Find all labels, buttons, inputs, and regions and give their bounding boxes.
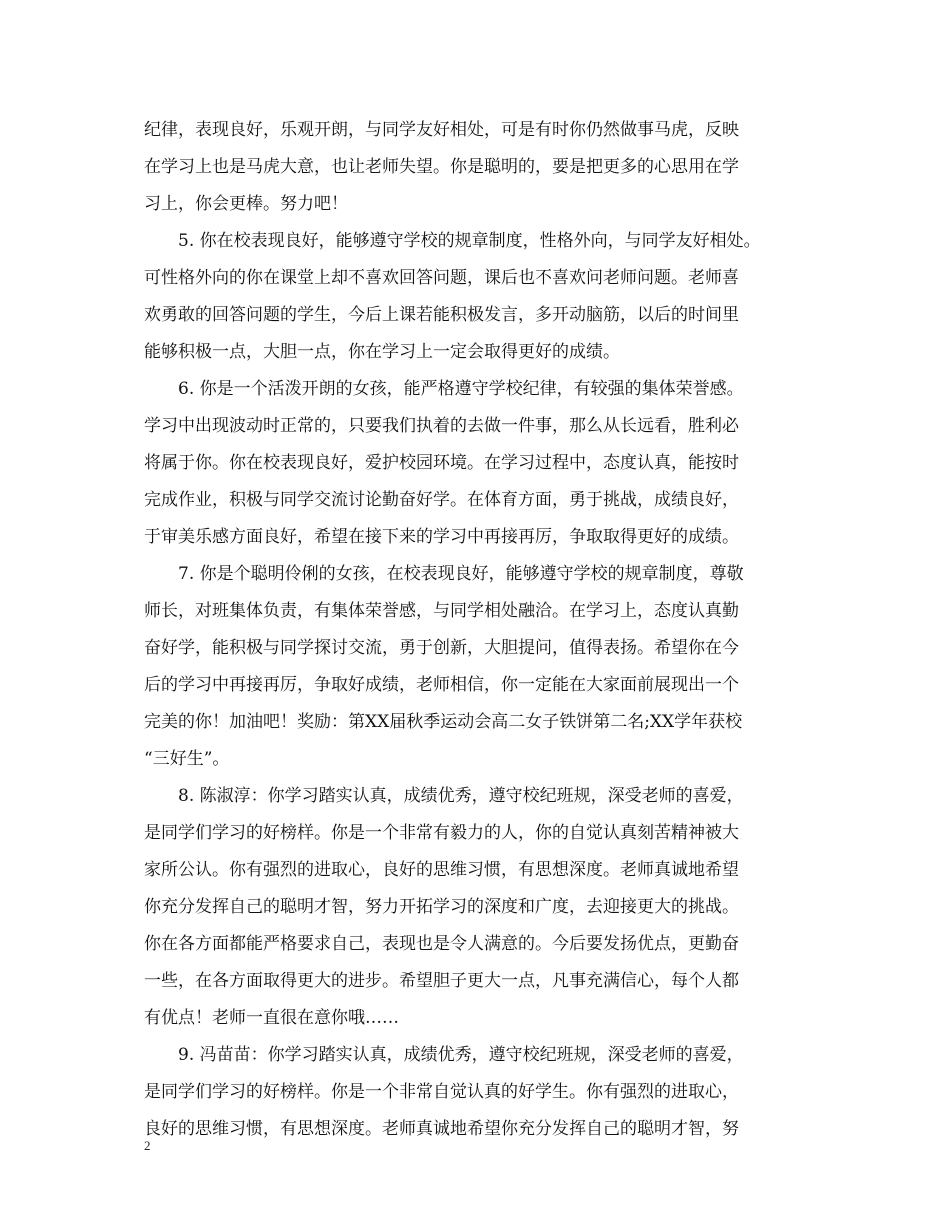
text-line: 欢勇敢的回答问题的学生，今后上课若能积极发言，多开动脑筋，以后的时间里 [144,305,739,325]
text-line: 是同学们学习的好榜样。你是一个非常有毅力的人，你的自觉认真刻苦精神被大 [144,823,739,843]
text-line: 家所公认。你有强烈的进取心，良好的思维习惯，有思想深度。老师真诚地希望 [144,860,739,880]
text-line: 你充分发挥自己的聪明才智，努力开拓学习的深度和广度，去迎接更大的挑战。 [144,897,739,917]
text-line: 学习中出现波动时正常的，只要我们执着的去做一件事，那么从长远看，胜利必 [144,416,739,436]
paragraph-8-start: 8. 陈淑淳：你学习踏实认真，成绩优秀，遵守校纪班规，深受老师的喜爱， [178,786,744,806]
text-line: 师长，对班集体负责，有集体荣誉感，与同学相处融洽。在学习上，态度认真勤 [144,601,739,621]
text-line: 良好的思维习惯，有思想深度。老师真诚地希望你充分发挥自己的聪明才智，努 [144,1119,739,1139]
text-line: 一些，在各方面取得更大的进步。希望胆子更大一点，凡事充满信心，每个人都 [144,971,739,991]
text-line: 习上，你会更棒。努力吧！ [144,194,348,214]
text-line: 是同学们学习的好榜样。你是一个非常自觉认真的好学生。你有强烈的进取心， [144,1082,739,1102]
text-line: 有优点！老师一直很在意你哦…… [144,1008,399,1028]
paragraph-9-start: 9. 冯苗苗：你学习踏实认真，成绩优秀，遵守校纪班规，深受老师的喜爱， [178,1045,744,1065]
page-number: 2 [144,1138,151,1153]
text-line: 完美的你！加油吧！奖励：第XX届秋季运动会高二女子铁饼第二名;XX学年获校 [144,712,743,732]
paragraph-5-start: 5. 你在校表现良好，能够遵守学校的规章制度，性格外向，与同学友好相处。 [178,231,761,251]
paragraph-6-start: 6. 你是一个活泼开朗的女孩，能严格遵守学校纪律，有较强的集体荣誉感。 [178,379,744,399]
text-line: 可性格外向的你在课堂上却不喜欢回答问题，课后也不喜欢问老师问题。老师喜 [144,268,739,288]
text-line: 在学习上也是马虎大意，也让老师失望。你是聪明的，要是把更多的心思用在学 [144,157,739,177]
text-line: 于审美乐感方面良好，希望在接下来的学习中再接再厉，争取取得更好的成绩。 [144,527,739,547]
text-line: 奋好学，能积极与同学探讨交流，勇于创新，大胆提问，值得表扬。希望你在今 [144,638,739,658]
text-line: 能够积极一点，大胆一点，你在学习上一定会取得更好的成绩。 [144,342,620,362]
paragraph-7-start: 7. 你是个聪明伶俐的女孩，在校表现良好，能够遵守学校的规章制度，尊敬 [178,564,744,584]
text-line: 你在各方面都能严格要求自己，表现也是令人满意的。今后要发扬优点，更勤奋 [144,934,739,954]
document-body [144,112,816,1148]
text-line: 后的学习中再接再厉，争取好成绩，老师相信，你一定能在大家面前展现出一个 [144,675,739,695]
text-line: 纪律，表现良好，乐观开朗，与同学友好相处，可是有时你仍然做事马虎，反映 [144,120,739,140]
text-line: “三好生”。 [144,749,230,769]
text-line: 完成作业，积极与同学交流讨论勤奋好学。在体育方面，勇于挑战，成绩良好， [144,490,739,510]
text-line: 将属于你。你在校表现良好，爱护校园环境。在学习过程中，态度认真，能按时 [144,453,739,473]
